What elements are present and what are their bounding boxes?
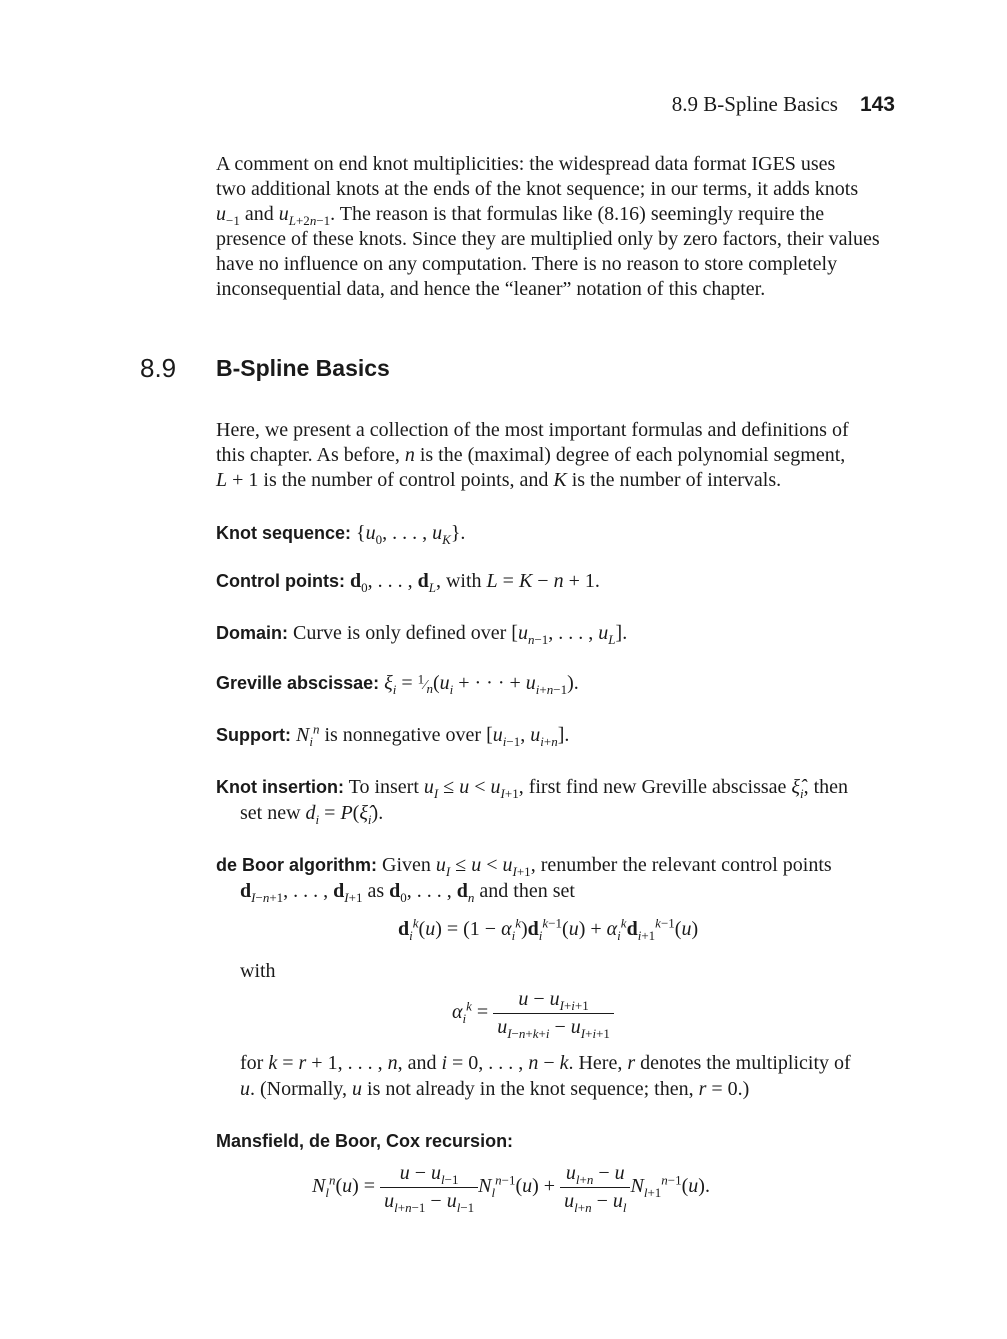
running-header-section: 8.9 B-Spline Basics (671, 92, 838, 116)
def-knot-sequence: Knot sequence: {$u_0$, . . . , $u_K$}. (216, 522, 466, 547)
def-knot-insertion: Knot insertion: To insert $u_I \le u < u_{I+1}$, first find new Greville abscissae $\xî_i$, then set new $d_i$ = $P(\xî_i)$. (216, 776, 849, 827)
def-control-points: Control points: $d_0$, . . . , $d_L$, with L = K − n + 1. (216, 570, 600, 595)
equation-recursion: $N_l^n(u)$ = $\frac{u - u_{l-1}}{u_{l+n-1} - u_{l-1}}$ $N_l^{n-1}(u)$ + $\frac{u_{l+n} - u}{u_{l+n} - u_l}$ $N_{l+1}^{n-1}(u)$. (312, 1162, 710, 1215)
de-boor-conditions: for k = r + 1, . . . , n, and i = 0, . . . , n − k. Here, r denotes the multiplicity of u. (Normally, u is not already in the knot sequence; then, r = 0.) (240, 1052, 851, 1100)
de-boor-with: with (240, 960, 276, 982)
running-header (0, 92, 895, 117)
summary-paragraph: Here, we present a collection of the most important formulas and definitions of this chapter. As before, n is the (maximal) degree of each polynomial segment, L + 1 is the number of control points, and K is the number of intervals. (216, 419, 849, 491)
section-title: B-Spline Basics (216, 355, 390, 381)
equation-alpha: $\alpha_i^k$ = $\frac{u - u_{I+i+1}}{u_{I-n+k+i} - u_{I+i+1}}$ (452, 988, 614, 1039)
equation-de-boor: $d_i^k(u) = (1 - \alpha_i^k)d_i^{k-1}(u) + \alpha_i^kd_{i+1}^{k-1}(u)$ (398, 915, 699, 943)
def-recursion: Mansfield, de Boor, Cox recursion: (216, 1131, 514, 1151)
def-de-boor: de Boor algorithm: Given $u_I \le u < u_{I+1}$, renumber the relevant control points $d_{I-n+1}$, . . . , $d_{I+1}$ as $d_0$, . . . , $d_n$ and then set (216, 854, 832, 905)
page-number: 143 (859, 93, 895, 116)
section-number: 8.9 (140, 353, 177, 383)
intro-paragraph: A comment on end knot multiplicities: the widespread data format IGES uses two additional knots at the ends of the knot sequence; in our terms, it adds knots $u_{-1}$ and $u_{L+2n-1}$. The reason is that formulas like (8.16) seemingly require the presence of these knots. Since they are multiplied only by zero factors, their values have no influence on any computation. There is no reason to store completely inconsequential data, and hence the “leaner” notation of this chapter. (216, 153, 880, 300)
def-domain: Domain: Curve is only defined over [$u_{n-1}$, . . . , $u_L$]. (216, 622, 628, 647)
def-greville: Greville abscissae: $\xi_i$ = $^1⁄_n(u_i$ + · · · + $u_{i+n-1}$). (216, 671, 579, 697)
def-support: Support: $N_i^n$ is nonnegative over [$u_{i-1}$, $u_{i+n}$]. (216, 721, 570, 749)
